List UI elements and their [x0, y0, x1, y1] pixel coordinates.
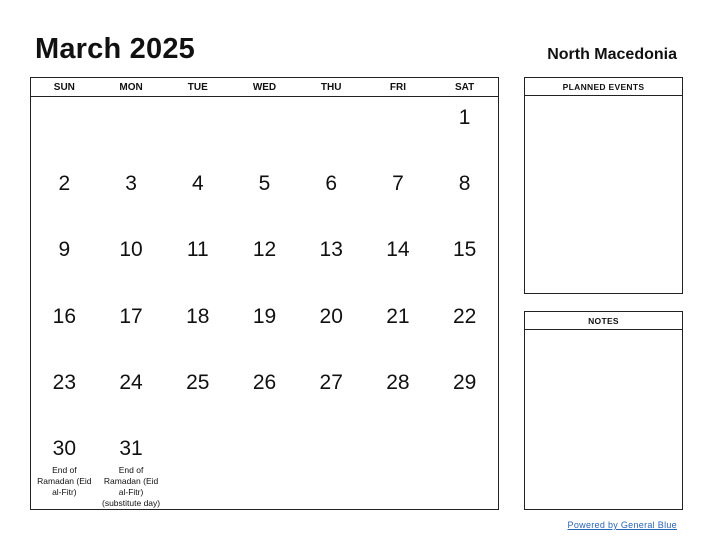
day-cell: [231, 296, 298, 362]
day-number: 5: [258, 172, 271, 196]
day-number: 13: [319, 238, 343, 262]
day-cell: [164, 428, 231, 509]
day-cell: [31, 229, 98, 295]
day-number: 4: [191, 172, 204, 196]
day-cell: [31, 362, 98, 428]
powered-by-link[interactable]: Powered by General Blue: [567, 520, 677, 530]
day-number: [365, 428, 432, 438]
day-cell: [31, 296, 98, 362]
weekday-fri: FRI: [389, 82, 406, 93]
day-cell: [231, 163, 298, 229]
day-number: 29: [452, 370, 477, 394]
weekday-mon: MON: [119, 82, 143, 93]
day-cell: [231, 229, 298, 295]
day-cell: [365, 296, 432, 362]
day-cell: [31, 97, 98, 163]
day-number: [298, 428, 365, 438]
day-cell: [365, 362, 432, 428]
day-cell: [164, 362, 231, 428]
day-number: 6: [325, 172, 338, 196]
day-cell: [98, 97, 165, 163]
day-number: 3: [125, 172, 137, 196]
day-number: 11: [186, 238, 209, 262]
day-cell: [231, 428, 298, 509]
day-number: 15: [452, 238, 477, 262]
weekday-tue: TUE: [187, 82, 208, 93]
day-number: 22: [452, 304, 477, 328]
day-cell: [31, 428, 98, 509]
day-number: 19: [252, 304, 277, 328]
day-number: 9: [58, 238, 71, 262]
day-number: [98, 97, 165, 107]
day-cell: [431, 428, 498, 509]
weekday-header-row: [31, 78, 498, 97]
weekday-wed: WED: [252, 82, 277, 93]
day-number: 31: [119, 436, 143, 460]
day-number: 27: [319, 370, 343, 394]
day-number: [298, 97, 365, 107]
day-cell: [98, 362, 165, 428]
day-cell: [298, 163, 365, 229]
holiday-label: End of Ramadan (Eid al-Fitr): [37, 464, 92, 497]
weekday-sun: SUN: [53, 82, 75, 93]
day-cell: [164, 229, 231, 295]
day-number: [231, 97, 298, 107]
day-number: 25: [186, 370, 210, 394]
day-cell: [298, 229, 365, 295]
day-number: 16: [52, 304, 77, 328]
day-cell: [31, 163, 98, 229]
country-label: North Macedonia: [547, 46, 677, 63]
day-number: 14: [386, 238, 410, 262]
day-cell: [431, 362, 498, 428]
day-number: [164, 428, 231, 438]
day-cell: [298, 97, 365, 163]
day-cell: [231, 97, 298, 163]
day-number: [365, 97, 432, 107]
day-cell: [298, 362, 365, 428]
day-number: 28: [386, 370, 410, 394]
day-cell: [231, 362, 298, 428]
holiday-label: End of Ramadan (Eid al-Fitr) (substitute day): [102, 464, 161, 508]
day-cell: [365, 428, 432, 509]
day-number: 21: [386, 304, 410, 328]
day-cell: [431, 97, 498, 163]
day-cell: [164, 163, 231, 229]
day-cell: [98, 163, 165, 229]
day-number: 8: [458, 172, 471, 196]
day-cell: [98, 428, 165, 509]
page-title: March 2025: [35, 33, 195, 65]
day-number: 26: [252, 370, 277, 394]
day-cell: [164, 97, 231, 163]
calendar-grid: [30, 77, 499, 510]
day-number: 12: [252, 238, 277, 262]
day-cell: [298, 296, 365, 362]
day-cell: [431, 229, 498, 295]
day-cell: [298, 428, 365, 509]
day-number: 23: [52, 370, 77, 394]
day-number: 7: [392, 172, 404, 196]
day-number: [431, 428, 498, 438]
day-number: [231, 428, 298, 438]
day-number: 20: [319, 304, 343, 328]
day-number: 1: [458, 106, 471, 129]
day-number: 17: [119, 304, 143, 328]
day-cell: [98, 296, 165, 362]
day-number: 24: [119, 370, 143, 394]
weekday-thu: THU: [320, 82, 342, 93]
notes-panel: [524, 311, 683, 510]
planned-events-header: PLANNED EVENTS: [525, 78, 682, 96]
day-grid: [31, 97, 498, 509]
day-cell: [431, 163, 498, 229]
day-cell: [365, 163, 432, 229]
day-cell: [431, 296, 498, 362]
day-number: 2: [58, 172, 71, 196]
notes-header: NOTES: [525, 312, 682, 330]
day-cell: [365, 97, 432, 163]
day-number: [31, 97, 98, 107]
day-cell: [98, 229, 165, 295]
planned-events-panel: [524, 77, 683, 294]
weekday-sat: SAT: [455, 82, 475, 93]
day-cell: [164, 296, 231, 362]
day-number: [164, 97, 231, 107]
day-number: 30: [52, 436, 77, 460]
day-number: 18: [186, 304, 210, 328]
day-cell: [365, 229, 432, 295]
day-number: 10: [119, 238, 143, 262]
